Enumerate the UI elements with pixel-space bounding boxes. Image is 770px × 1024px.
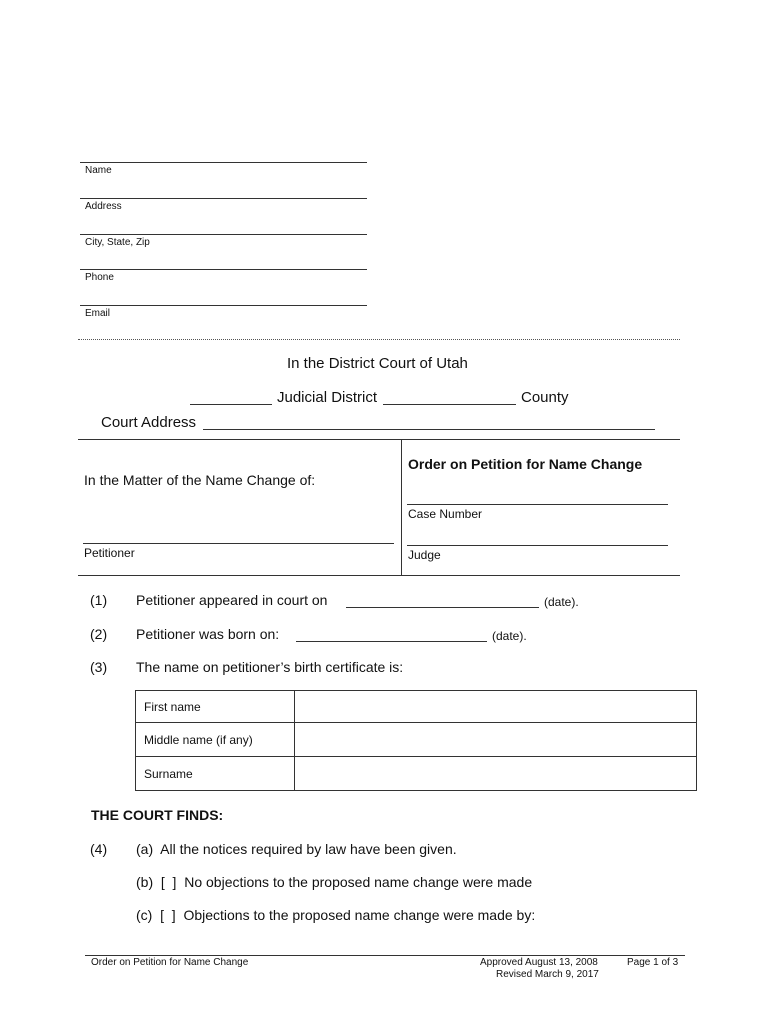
email-line: [80, 305, 367, 306]
first-name-label: First name: [136, 691, 295, 723]
header-divider: [78, 339, 680, 340]
finding-a-text: (a) All the notices required by law have been given.: [136, 841, 457, 857]
judicial-district-label: Judicial District: [277, 389, 378, 406]
caption-divider: [401, 439, 402, 575]
city-line: [80, 234, 367, 235]
judge-label: Judge: [408, 548, 441, 562]
finding-c-text[interactable]: (c) [ ] Objections to the proposed name change were made by:: [136, 907, 536, 923]
phone-line: [80, 269, 367, 270]
court-address-blank[interactable]: [203, 415, 655, 430]
address-field-label: Address: [85, 201, 122, 212]
name-line: [80, 162, 367, 163]
petitioner-line[interactable]: [83, 543, 394, 544]
findings-heading: THE COURT FINDS:: [91, 807, 224, 823]
court-title: In the District Court of Utah: [287, 355, 468, 372]
middle-name-cell[interactable]: [295, 723, 697, 757]
caption-top-rule: [78, 439, 680, 440]
item-1-number: (1): [90, 592, 108, 608]
matter-label: In the Matter of the Name Change of:: [84, 472, 316, 488]
middle-name-label: Middle name (if any): [136, 723, 295, 757]
order-title: Order on Petition for Name Change: [408, 456, 643, 472]
footer-page-number: Page 1 of 3: [627, 957, 679, 968]
email-field-label: Email: [85, 308, 111, 319]
item-2-text: Petitioner was born on:: [136, 626, 280, 642]
district-blank[interactable]: [190, 390, 272, 405]
footer-form-title: Order on Petition for Name Change: [91, 957, 249, 968]
item-2-date-blank[interactable]: [296, 627, 487, 642]
petitioner-label: Petitioner: [84, 546, 135, 560]
judge-line[interactable]: [407, 545, 668, 546]
item-4-number: (4): [90, 841, 108, 857]
county-label: County: [521, 389, 569, 406]
birth-certificate-name-table: [135, 690, 697, 791]
footer-rule: [85, 955, 685, 956]
city-field-label: City, State, Zip: [85, 237, 150, 248]
item-1-text: Petitioner appeared in court on: [136, 592, 328, 608]
item-1-date-blank[interactable]: [346, 593, 539, 608]
court-address-label: Court Address: [101, 414, 197, 431]
footer-revised: Revised March 9, 2017: [496, 969, 599, 980]
name-field-label: Name: [85, 165, 112, 176]
table-row: [136, 691, 697, 723]
county-blank[interactable]: [383, 390, 516, 405]
item-2-number: (2): [90, 626, 108, 642]
item-3-number: (3): [90, 659, 108, 675]
address-line: [80, 198, 367, 199]
finding-b-text[interactable]: (b) [ ] No objections to the proposed name change were made: [136, 874, 533, 890]
table-row: [136, 723, 697, 757]
item-1-suffix: (date).: [544, 595, 579, 609]
table-row: [136, 757, 697, 791]
phone-field-label: Phone: [85, 272, 114, 283]
item-3-text: The name on petitioner’s birth certificate is:: [136, 659, 404, 675]
caption-bottom-rule: [78, 575, 680, 576]
case-number-line[interactable]: [407, 504, 668, 505]
case-number-label: Case Number: [408, 507, 483, 521]
surname-cell[interactable]: [295, 757, 697, 791]
footer-approved: Approved August 13, 2008: [480, 957, 598, 968]
surname-label: Surname: [136, 757, 295, 791]
first-name-cell[interactable]: [295, 691, 697, 723]
item-2-suffix: (date).: [492, 629, 527, 643]
